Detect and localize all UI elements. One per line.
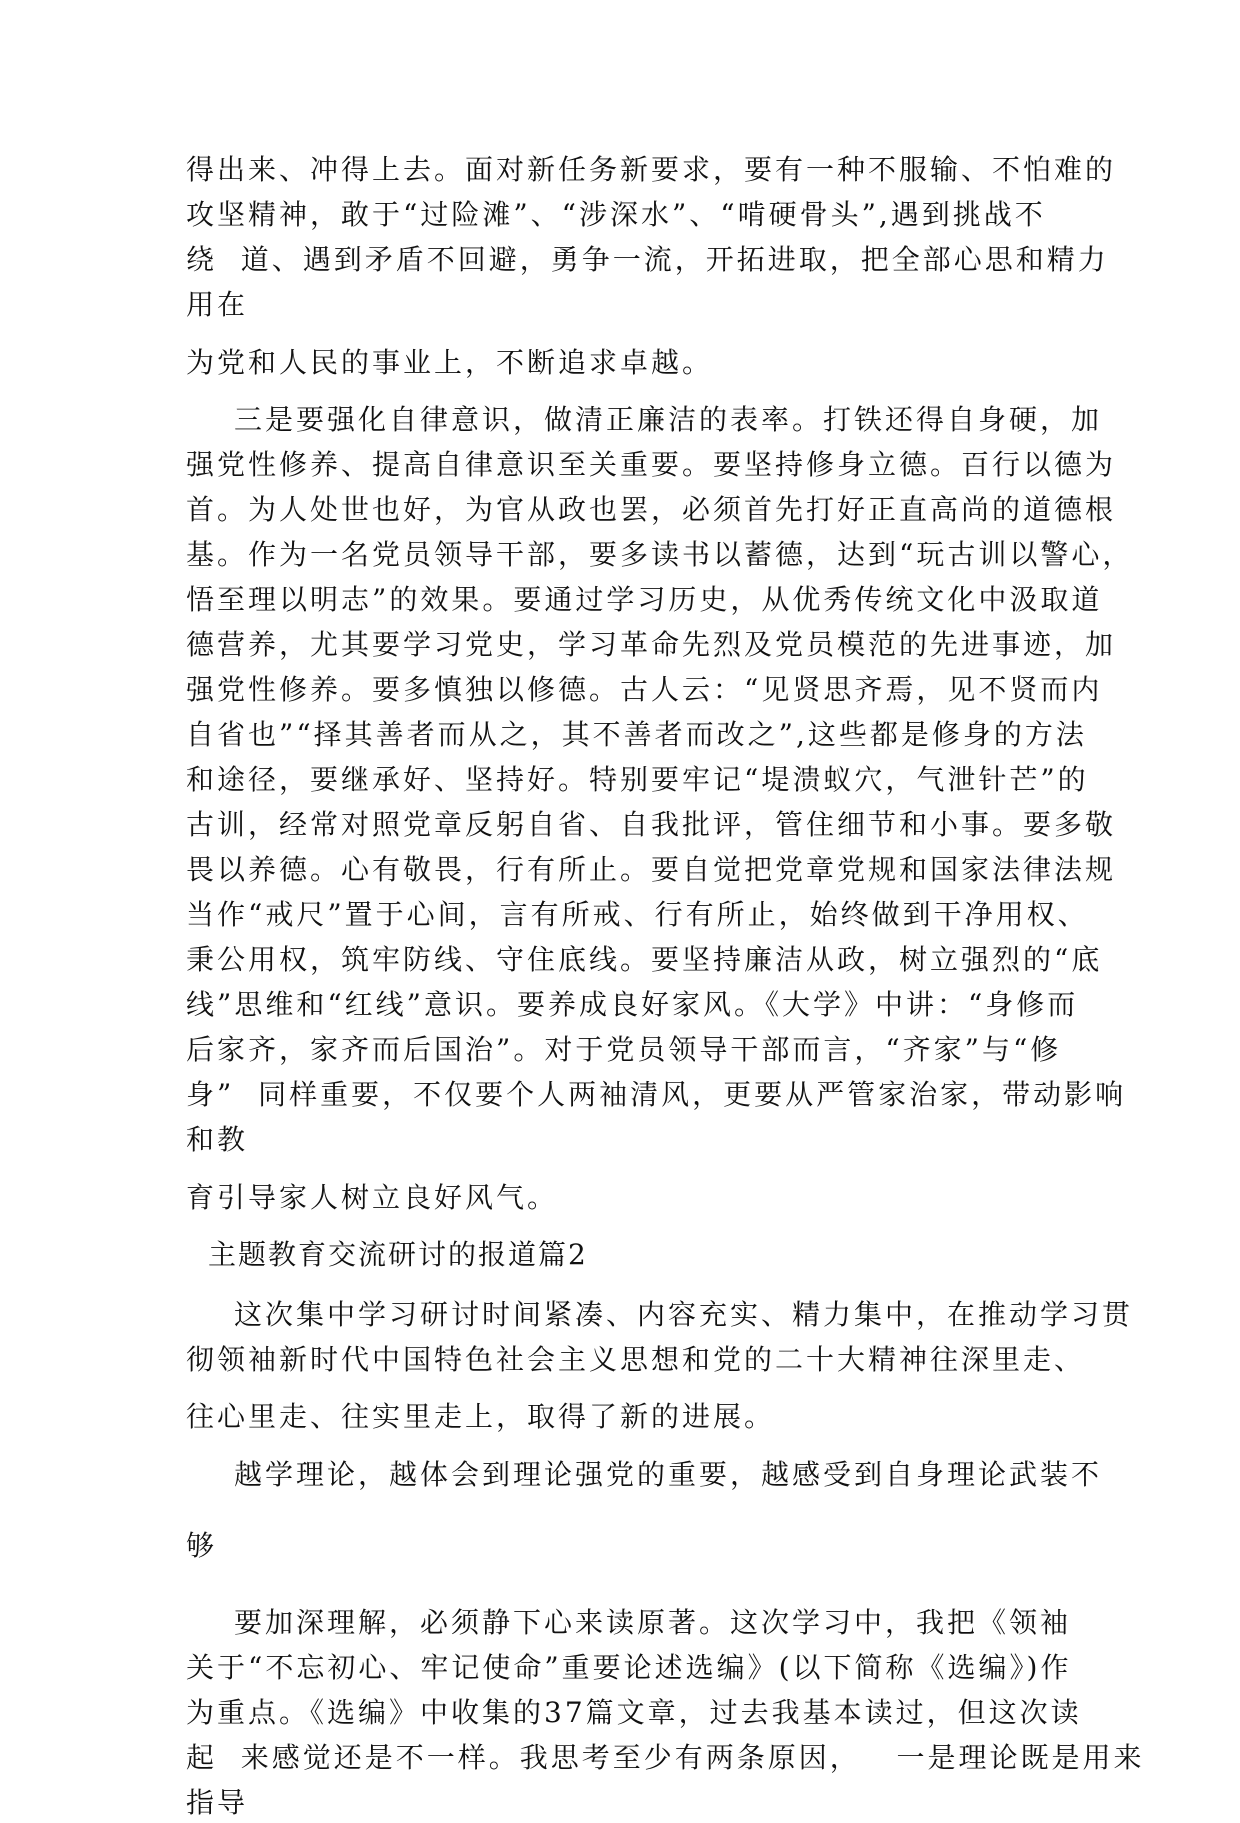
text-line: 基。作为一名党员领导干部，要多读书以蓄德，达到“玩古训以警心，: [186, 538, 1134, 571]
text-line: 绕 道、遇到矛盾不回避，勇争一流，开拓进取，把全部心思和精力: [186, 243, 1109, 276]
text-line: 和途径，要继承好、坚持好。特别要牢记“堤溃蚁穴，气泄针芒”的: [186, 763, 1089, 796]
paragraph-start-line: 越学理论，越体会到理论强党的重要，越感受到自身理论武装不: [234, 1458, 1103, 1491]
text-line: 起 来感觉还是不一样。我思考至少有两条原因， 一是理论既是用来: [186, 1741, 1145, 1774]
text-line: 强党性修养。要多慎独以修德。古人云：“见贤思齐焉，见不贤而内: [186, 673, 1103, 706]
section-heading: 主题教育交流研讨的报道篇2: [208, 1238, 588, 1271]
text-line: 德营养，尤其要学习党史，学习革命先烈及党员模范的先进事迹，加: [186, 628, 1117, 661]
text-line: 为重点。《选编》中收集的37篇文章，过去我基本读过，但这次读: [186, 1696, 1082, 1729]
text-line: 畏以养德。心有敬畏，行有所止。要自觉把党章党规和国家法律法规: [186, 853, 1117, 886]
paragraph-start-line: 三是要强化自律意识，做清正廉洁的表率。打铁还得自身硬，加: [234, 403, 1103, 436]
text-line: 强党性修养、提高自律意识至关重要。要坚持修身立德。百行以德为: [186, 448, 1117, 481]
text-line: 秉公用权，筑牢防线、守住底线。要坚持廉洁从政，树立强烈的“底: [186, 943, 1103, 976]
text-line: 得出来、冲得上去。面对新任务新要求，要有一种不服输、不怕难的: [186, 153, 1117, 186]
paragraph-start-line: 要加深理解，必须静下心来读原著。这次学习中，我把《领袖: [234, 1606, 1072, 1639]
text-line: 用在: [186, 288, 249, 321]
text-line: 当作“戒尺”置于心间，言有所戒、行有所止，始终做到干净用权、: [186, 898, 1089, 931]
text-line: 和教: [186, 1123, 249, 1156]
text-line: 关于“不忘初心、牢记使命”重要论述选编》(以下简称《选编》)作: [186, 1651, 1072, 1684]
text-line: 自省也”“择其善者而从之，其不善者而改之”,这些都是修身的方法: [186, 718, 1087, 751]
text-line: 育引导家人树立良好风气。: [186, 1181, 559, 1214]
text-line: 线”思维和“红线”意识。要养成良好家风。《大学》中讲：“身修而: [186, 988, 1079, 1021]
text-line: 往心里走、往实里走上，取得了新的进展。: [186, 1400, 776, 1433]
text-line: 攻坚精神，敢于“过险滩”、“涉深水”、“啃硬骨头”,遇到挑战不: [186, 198, 1046, 231]
text-line: 身” 同样重要，不仅要个人两袖清风，更要从严管家治家，带动影响: [186, 1078, 1127, 1111]
text-line: 为党和人民的事业上，不断追求卓越。: [186, 346, 714, 379]
text-line: 悟至理以明志”的效果。要通过学习历史，从优秀传统文化中汲取道: [186, 583, 1103, 616]
text-line: 后家齐，家齐而后国治”。对于党员领导干部而言，“齐家”与“修: [186, 1033, 1062, 1066]
text-line: 首。为人处世也好，为官从政也罢，必须首先打好正直高尚的道德根: [186, 493, 1117, 526]
paragraph-start-line: 这次集中学习研讨时间紧凑、内容充实、精力集中，在推动学习贯: [234, 1298, 1134, 1331]
text-line: 够: [186, 1529, 218, 1562]
text-line: 古训，经常对照党章反躬自省、自我批评，管住细节和小事。要多敬: [186, 808, 1117, 841]
text-line: 指导: [186, 1786, 249, 1819]
text-line: 彻领袖新时代中国特色社会主义思想和党的二十大精神往深里走、: [186, 1343, 1086, 1376]
